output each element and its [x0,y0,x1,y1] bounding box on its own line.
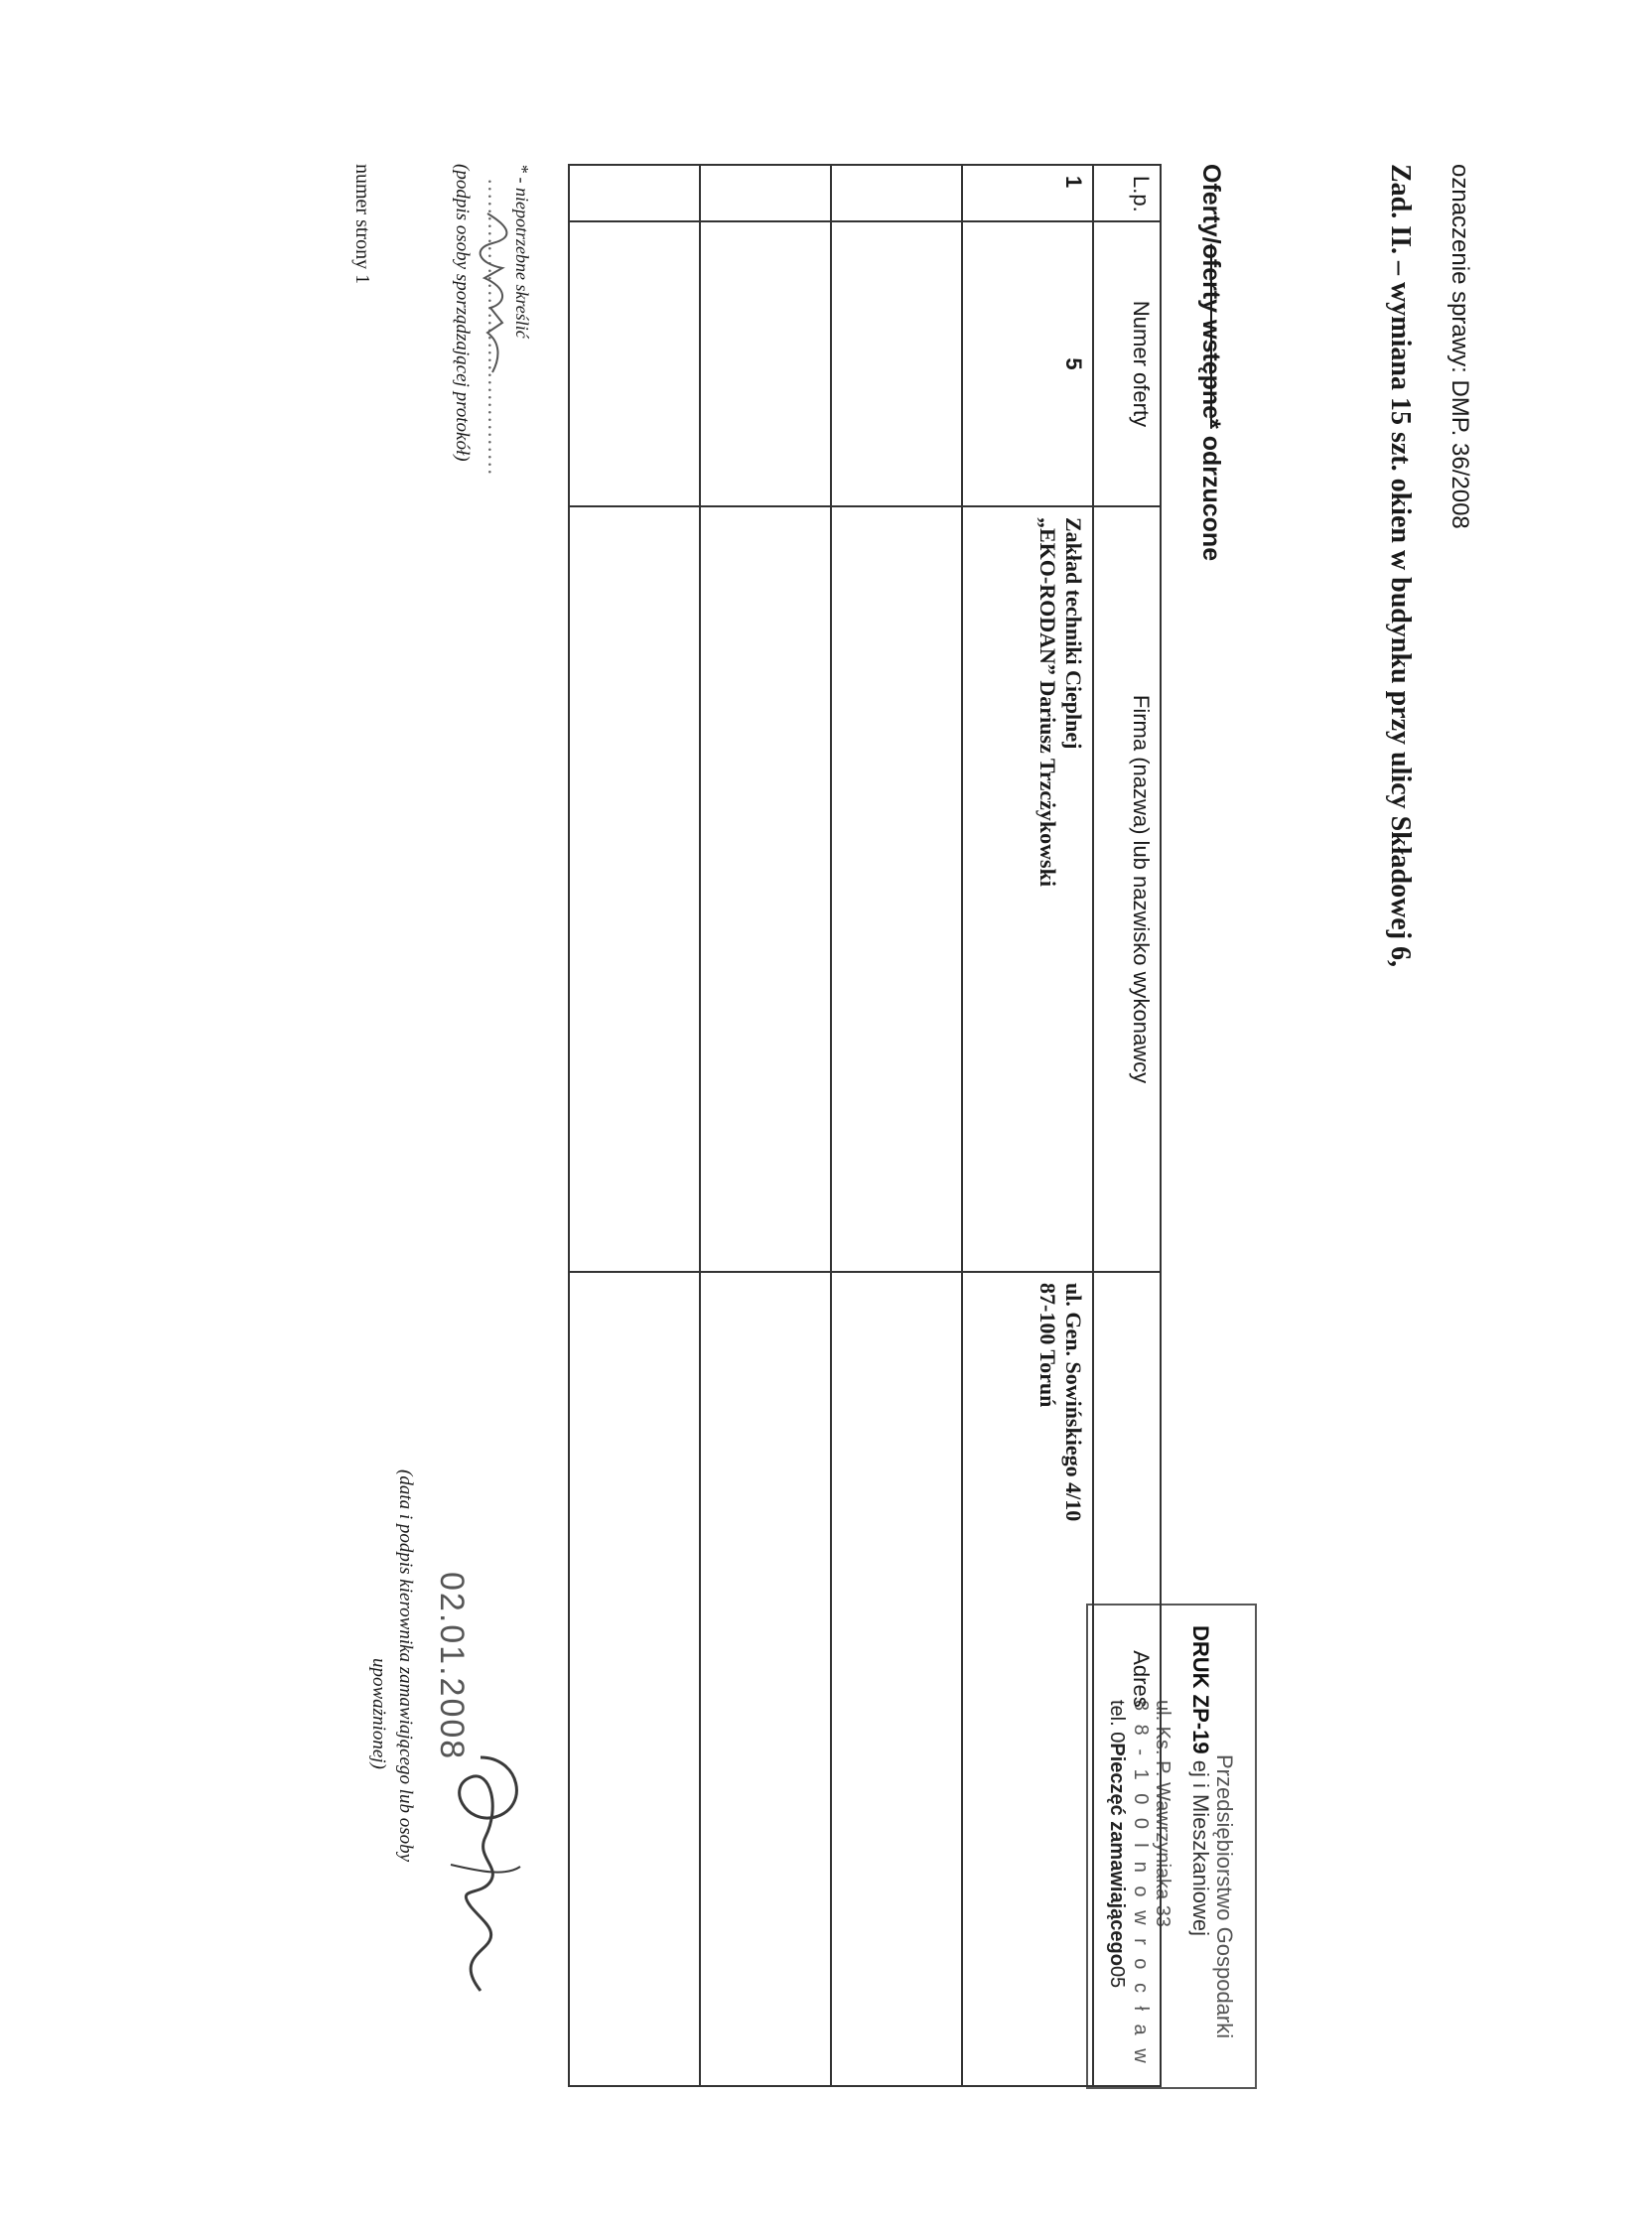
handwritten-date: 02.01.2008 [433,1572,471,1761]
stamp-tel-end: 05 [1106,1965,1128,1989]
stamp-tel: tel. 0 [1106,1700,1128,1744]
cell-address [962,1272,1093,2086]
table-row-empty [831,165,962,2086]
address-line-2: 87-100 Toruń [1034,1283,1060,1408]
empty-cell [831,221,962,506]
cell-lp: 1 [962,165,1093,221]
header-lp: L.p. [1093,165,1161,221]
empty-cell [700,1272,831,2086]
footnote: * - niepotrzebne skreślić [512,164,532,339]
approver-signature-caption: (data i podpis kierownika zamawiającego lub osoby [395,1469,416,1863]
approver-signature-caption-2: upoważnionej) [368,1658,389,1769]
table-header-row [1093,165,1161,2086]
empty-cell [700,506,831,1272]
table-row-empty [700,165,831,2086]
empty-cell [569,506,700,1272]
stamp-line-street: ul. Ks. P. Wawrzyniaka 33 [1152,1700,1173,1927]
address-line-1: ul. Gen. Sowińskiego 4/10 [1061,1283,1086,1522]
stamp-line-form [1187,1625,1213,1936]
stamp-line-company: Przedsiębiorstwo Gospodarki [1212,1754,1237,2039]
empty-cell [700,221,831,506]
page-number: numer strony 1 [351,164,373,285]
empty-cell [569,1272,700,2086]
heading-suffix: odrzucone [1197,428,1225,562]
empty-cell [831,1272,962,2086]
stamp-form-code: DRUK ZP-19 [1188,1625,1213,1754]
empty-cell [700,165,831,221]
right-signature-scribble [431,1747,540,2006]
empty-cell [831,506,962,1272]
stamp-line-company-2: ej i Mieszkaniowej [1188,1759,1213,1936]
case-reference: oznaczenie sprawy: DMP. 36/2008 [1446,164,1473,529]
preparer-signature-caption: (podpis osoby sporządzającej protokół) [452,164,473,462]
header-address: Adres [1093,1272,1161,2086]
signature-line-left: ........................................ [483,179,508,477]
company-line-1: Zakład techniki Cieplnej [1061,517,1086,750]
stamp-caption: Pieczęć zamawiającego [1106,1743,1128,1966]
cell-offer-number: 5 [962,221,1093,506]
heading-prefix: Oferty/ [1197,164,1225,244]
company-line-2: „EKO-RODAN” Dariusz Trzcżykowski [1034,517,1060,887]
rejected-offers-table [568,164,1162,2087]
cell-company [962,506,1093,1272]
empty-cell [569,221,700,506]
empty-cell [569,165,700,221]
stamp-line-city: 8 8 - 1 0 0 I n o w r o c ł a w [1130,1700,1152,2067]
table-row-empty [569,165,700,2086]
header-offer-number: Numer oferty [1093,221,1161,506]
document-title: Zad. II. – wymiana 15 szt. okien w budynku przy ulicy Składowej 6, [1385,164,1416,968]
section-heading [1196,164,1225,561]
header-company: Firma (nazwa) lub nazwisko wykonawcy [1093,506,1161,1272]
empty-cell [831,165,962,221]
table-row [962,165,1093,2086]
heading-struck-text: oferty wstępne* [1197,243,1225,429]
left-signature-scribble [473,209,522,377]
